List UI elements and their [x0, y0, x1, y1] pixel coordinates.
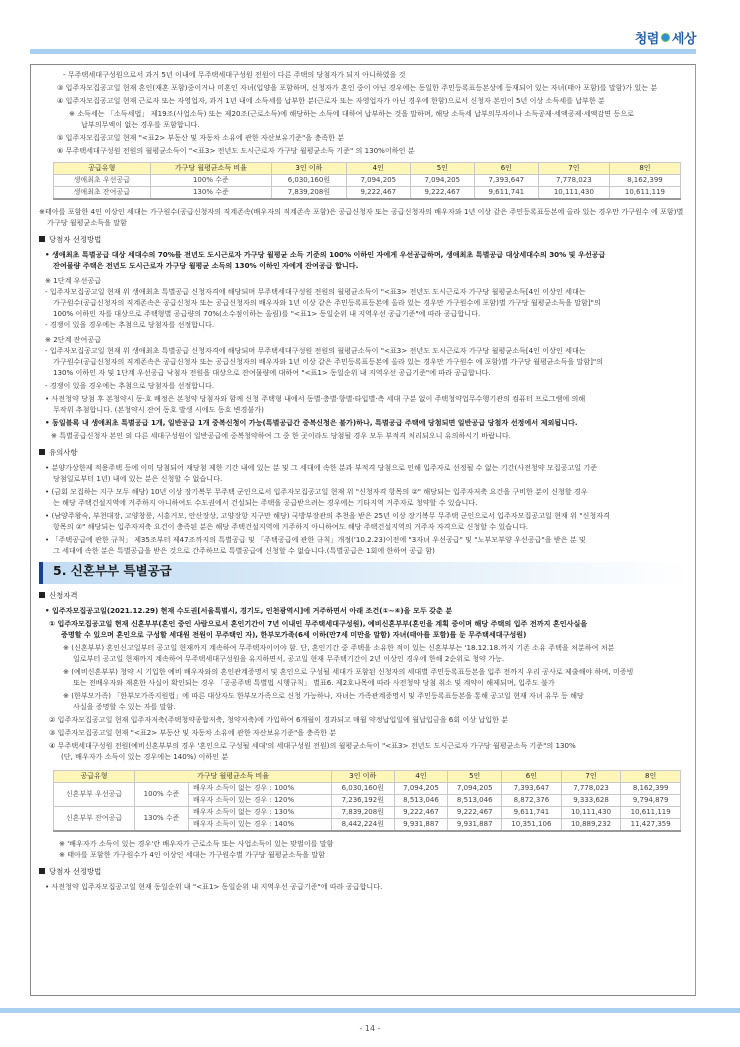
- square-bullet-icon: [39, 868, 45, 874]
- text-line: ③ 입주자모집공고일 현재 "<표2> 부동산 및 자동차 소유에 관한 자산보유기준"을 충족한 분: [49, 728, 337, 737]
- table-cell: 7,393,647: [502, 783, 562, 795]
- section-title-newlywed: [39, 562, 687, 584]
- table-cell: 11,427,359: [621, 819, 681, 832]
- text-line: 일로부터 공고일 현재까지 계속하여 무주택세대구성원을 유지하면서, 공고일 현재 무주택기간이 2년 이상인 경우에 한해 2순위로 청약 가능.: [73, 654, 505, 663]
- income-table-first-home: [53, 162, 681, 200]
- heading-eligibility: [39, 590, 687, 601]
- table-row: [54, 783, 681, 795]
- table-cell: 8,442,224원: [331, 819, 394, 832]
- text-line: • 생애최초 특별공급 대상 세대수의 70%를 전년도 도시근로자 가구당 월평균 소득 기준의 100% 이하인 자에게 우선공급하며, 생애최초 특별공급 대상세대수의 30% 및 우선공급: [45, 250, 606, 259]
- table-cell: 10,111,430: [561, 807, 621, 819]
- table-cell: 10,351,106: [502, 819, 562, 832]
- text-line: 는 해당 주택건설지역에 거주하지 아니하여도 수도권에서 건설되는 주택을 공급받으려는 경우에는 기타지역 거주자로 청약할 수 있습니다.: [53, 498, 478, 507]
- text-line: 당첨일로부터 1년) 내에 있는 분은 신청할 수 없습니다.: [53, 474, 223, 483]
- table-cell: 10,611,119: [609, 187, 680, 200]
- table-cell: 8,162,399: [609, 175, 680, 187]
- table-cell: 신혼부부 우선공급: [54, 783, 135, 807]
- section-accent-bar: [39, 562, 43, 584]
- table-header: 가구당 월평균소득 비율: [150, 163, 271, 175]
- text-line: 잔여물량 주택은 전년도 도시근로자 가구당 월평균 소득의 130% 이하인 자에게 잔여공급 합니다.: [53, 261, 359, 270]
- logo: [635, 28, 696, 47]
- table-cell: 신혼부부 잔여공급: [54, 807, 135, 832]
- text-line: ※ 소득세는 「소득세법」 제19조(사업소득) 또는 제20조(근로소득)에 해당하는 소득에 대하여 납부하는 것을 말하며, 해당 소득세 납부의무자이나 소득공제·세액공제·세액감면 등으로: [69, 109, 634, 118]
- text-line: 납부의무액이 없는 경우를 포함합니다.: [81, 120, 200, 129]
- text-line: (단, 배우자가 소득이 있는 경우에는 140%) 이하인 분: [61, 752, 229, 761]
- table-cell: 9,222,467: [410, 187, 474, 200]
- subheading: ※ 2단계 잔여공급: [45, 335, 102, 344]
- table-cell: 7,778,023: [561, 783, 621, 795]
- logo-text-right: 세상: [671, 32, 696, 47]
- heading-selection-method: [39, 234, 687, 245]
- text-line: ④ 무주택세대구성원 전원(예비신혼부부의 경우 '혼인으로 구성될 세대'의 세대구성원 전원)의 월평균소득이 "<표3> 전년도 도시근로자 가구당 월평균소득 기준"의 130%: [49, 741, 576, 750]
- table-header: 공급유형: [54, 163, 151, 175]
- note-line: ※ 태아를 포함한 가구원수가 4인 이상인 세대는 가구원수별 가구당 월평균소득을 말함: [59, 850, 325, 859]
- table-cell: 130% 수준: [135, 807, 189, 832]
- text-line: 100% 이하인 자를 대상으로 주택형별 공급량의 70%(소수점이하는 올림)를 "<표1> 동일순위 내 지역우선 공급기준"에 따라 공급합니다.: [53, 309, 481, 318]
- table-header: 공급유형: [54, 771, 135, 783]
- table-cell: 10,889,232: [561, 819, 621, 832]
- content-frame: [30, 64, 696, 996]
- logo-globe-icon: [661, 33, 670, 42]
- table-header: 5인: [448, 771, 502, 783]
- table-cell: 9,931,887: [448, 819, 502, 832]
- table-cell: 100% 수준: [150, 175, 271, 187]
- table-cell: 9,611,741: [502, 807, 562, 819]
- square-bullet-icon: [39, 592, 45, 598]
- table-cell: 8,162,399: [621, 783, 681, 795]
- table-cell: 7,839,208원: [272, 187, 347, 200]
- table-row: [54, 187, 681, 200]
- text-line: ⑤ 입주자모집공고일 현재 "<표2> 부동산 및 자동차 소유에 관한 자산보유기준"을 충족한 분: [57, 133, 345, 142]
- heading-text: 당첨자 선정방법: [49, 235, 102, 244]
- table-cell: 7,094,205: [410, 175, 474, 187]
- text-line: ③ 입주자모집공고일 현재 혼인(재혼 포함)중이거나 미혼인 자녀(입양을 포함하며, 신청자가 혼인 중이 아닌 경우에는 동일한 주민등록표등본상에 등재되어 있는 자녀(태아 포함)를 말함)가 있는 분: [57, 83, 658, 92]
- table-cell: 7,236,192원: [331, 795, 394, 807]
- table-header: 5인: [410, 163, 474, 175]
- text-line: • 「주택공급에 관한 규칙」 제35조부터 제47조까지의 특별공급 및 「주택공급에 관한 규칙」개정('10.2.23)이전에 "3자녀 우선공급" 및 "노부모부양 우선공급"을 받은 분 및: [45, 535, 586, 544]
- table-row: [54, 807, 681, 819]
- subheading: ※ 1단계 우선공급: [45, 276, 102, 285]
- text-line: ※ (한부모가족) 「한부모가족지원법」에 따른 대상자도 한부모가족으로 신청 가능하나, 자녀는 가족관계증명서 및 주민등록표등본을 통해 공고일 현재 자녀 유무 등 해당: [63, 691, 584, 700]
- table-header: 8인: [609, 163, 680, 175]
- table-row: [54, 175, 681, 187]
- heading-text: 신청자격: [49, 591, 78, 600]
- logo-text-left: 청렴: [634, 32, 659, 47]
- text-line: - 무주택세대구성원으로서 과거 5년 이내에 무주택세대구성원 전원이 다른 주택의 당첨자가 되지 아니하였을 것: [63, 70, 406, 79]
- table-cell: 배우자 소득이 없는 경우 : 130%: [188, 807, 331, 819]
- table-cell: 6,030,160원: [272, 175, 347, 187]
- text-line: ② 입주자모집공고일 현재 입주자저축(주택청약종합저축, 청약저축)에 가입하여 6개월이 경과되고 매월 약정납입일에 월납입금을 6회 이상 납입한 분: [49, 715, 509, 724]
- text-line: 항목의 ②" 해당되는 입주자저축 요건이 충족된 분은 해당 주택건설지역에 거주하지 아니하여도 해당 주택건설지역의 거주자 자격으로 신청할 수 있습니다.: [53, 522, 529, 531]
- heading-cautions: [39, 447, 687, 458]
- table-cell: 6,030,160원: [331, 783, 394, 795]
- table-cell: 10,611,119: [621, 807, 681, 819]
- text-line: • 동일블록 내 생애최초 특별공급 1개, 일반공급 1개 중복신청이 가능(특별공급간 중복신청은 불가)하나, 특별공급 주택에 당첨되면 일반공급 당첨자 선정에서 제외됩니다.: [45, 418, 578, 427]
- text-line: 가구원수(공급신청자의 직계존속은 공급신청자 또는 공급신청자의 배우자와 1년 이상 같은 주민등록표등본에 올라 있는 경우만 가구원수에 포함)별 가구당 월평균소득을 말함]"의: [53, 298, 601, 307]
- table-cell: 10,111,430: [538, 187, 609, 200]
- text-line: • (남양주왕숙, 부천대장, 고양창릉, 시흥거모, 안산장상, 고양장항 지구만 해당) 국방부장관의 추천을 받은 25년 이상 장기복무 무주택 군인으로서 입주자모집공고일 현재 위 "신청자격: [45, 511, 610, 520]
- table-cell: 8,513,046: [394, 795, 448, 807]
- table-header-row: [54, 771, 681, 783]
- table-cell: 배우자 소득이 있는 경우 : 140%: [188, 819, 331, 832]
- table-cell: 9,611,741: [474, 187, 538, 200]
- table-header: 4인: [394, 771, 448, 783]
- table-header: 3인 이하: [331, 771, 394, 783]
- note-line: ※태아를 포함한 4인 이상인 세대는 가구원수(공급신청자의 직계존속(배우자의 직계존속 포함)은 공급신청자 또는 공급신청자의 배우자와 1년 이상 같은 주민등록표등본에 올라 있는 경우만 가구원수 에 포함)별: [39, 207, 684, 216]
- text-line: 증명할 수 있으며 혼인으로 구성할 세대원 전원이 무주택인 자), 한부모가족(6세 이하(만7세 미만을 말함) 자녀(태아를 포함)를 둔 무주택세대구성원): [61, 630, 527, 639]
- table-header: 7인: [538, 163, 609, 175]
- table-cell: 9,222,467: [448, 807, 502, 819]
- text-line: ※ (신혼부부) 혼인신고일부터 공고일 현재까지 계속하여 무주택자이어야 함. 단, 혼인기간 중 주택을 소유한 적이 있는 신혼부부는 '18.12.18.까지 기존 소유 주택을 처분하여 처분: [63, 643, 615, 652]
- table-cell: 130% 수준: [150, 187, 271, 200]
- table-cell: 생애최초 우선공급: [54, 175, 151, 187]
- text-line: 또는 전배우자와 재혼한 사실이 확인되는 경우 「공공주택 특별법 시행규칙」 별표6. 제2호나목에 따라 사전청약 당첨 취소 및 계약이 해제되며, 입주도 불가: [73, 678, 555, 687]
- table-cell: 9,222,467: [346, 187, 410, 200]
- table-header: 4인: [346, 163, 410, 175]
- income-table-newlywed: [53, 770, 681, 832]
- text-line: ⑥ 무주택세대구성원 전원의 월평균소득이 "<표3> 전년도 도시근로자 가구당 월평균소득 기준" 의 130%이하인 분: [57, 146, 415, 155]
- text-line: • (금회 모집하는 지구 모두 해당) 10년 이상 장기복무 무주택 군인으로서 입주자모집공고일 현재 위 "신청자격 항목의 ②" 해당되는 입주자저축 요건을 구비한 분이 신청할 경우: [45, 487, 588, 496]
- footer-divider: [0, 1008, 740, 1013]
- text-line: • 사전청약 당첨 후 본청약시 동·호 배정은 본청약 당첨자와 함께 신청 주택형 내에서 동별·층별·향별·타입별·측 세대 구분 없이 주택청약업무수행기관의 컴퓨터 프로그램에 의해: [45, 394, 586, 403]
- text-line: 무작위 추첨합니다. (본청약시 잔여 동호 발생 시에도 동호 변경불가): [53, 405, 264, 414]
- heading-text: 당첨자 선정방법: [49, 867, 102, 876]
- table-header-row: [54, 163, 681, 175]
- table-cell: 7,839,208원: [331, 807, 394, 819]
- table-cell: 7,778,023: [538, 175, 609, 187]
- text-line: 130% 이하인 자 및 1단계 우선공급 낙첨자 전원을 대상으로 잔여물량에 대하여 "<표1> 동일순위 내 지역우선 공급기준"에 따라 공급합니다.: [53, 368, 491, 377]
- table-cell: 배우자 소득이 없는 경우 : 100%: [188, 783, 331, 795]
- table-cell: 9,222,467: [394, 807, 448, 819]
- text-line: - 입주자모집공고일 현재 위 생애최초 특별공급 신청자격에 해당되며 무주택세대구성원 전원의 월평균소득이 "<표3> 전년도 도시근로자 가구당 월평균소득[4인 이상인 세대는: [45, 346, 586, 355]
- table-header: 6인: [502, 771, 562, 783]
- text-line: ④ 입주자모집공고일 현재 근로자 또는 자영업자, 과거 1년 내에 소득세를 납부한 분(근로자 또는 자영업자가 아닌 경우에 한함)으로서 신청자 본인이 5년 이상 소득세를 납부한 분: [57, 96, 605, 105]
- header-divider: [30, 49, 696, 54]
- note-line: 가구당 월평균소득을 말함: [47, 218, 127, 227]
- table-header: 6인: [474, 163, 538, 175]
- table-header: 가구당 월평균소득 비율: [135, 771, 332, 783]
- table-cell: 7,094,205: [394, 783, 448, 795]
- table-cell: 배우자 소득이 있는 경우 : 120%: [188, 795, 331, 807]
- text-line: 사실을 증명할 수 있는 자를 말함.: [73, 702, 176, 711]
- heading-selection-method-newlywed: [39, 866, 687, 877]
- text-line: ※ 특별공급신청자 본인 외 다른 세대구성원이 일반공급에 중복청약하여 그 중 한 곳이라도 당첨될 경우 모두 부적격 처리되오니 유의하시기 바랍니다.: [51, 431, 511, 440]
- table-cell: 9,333,628: [561, 795, 621, 807]
- note-line: ※ '배우자가 소득이 있는 경우'란 배우자가 근로소득 또는 사업소득이 있는 맞벌이를 말함: [59, 839, 334, 848]
- text-line: 가구원수(공급신청자의 직계존속은 공급신청자 또는 공급신청자의 배우자와 1년 이상 같은 주민등록표등본에 올라 있는 경우만 가구원수 에 포함)별 가구당 월평균소득을 말함]"의: [53, 357, 604, 366]
- section-title-text: 5. 신혼부부 특별공급: [53, 563, 172, 578]
- text-line: ※ (예비신혼부부) 청약 시 기입한 예비 배우자와의 혼인관계증명서 및 혼인으로 구성될 세대가 포함된 신청자의 세대별 주민등록표등본을 입주 전까지 우리 공사로 제출해야 하며, 미증빙: [63, 667, 634, 676]
- text-line: - 경쟁이 있을 경우에는 추첨으로 당첨자를 선정합니다.: [45, 320, 215, 329]
- text-line: - 경쟁이 있을 경우에는 추첨으로 당첨자를 선정합니다.: [45, 381, 215, 390]
- table-header: 3인 이하: [272, 163, 347, 175]
- text-line: - 입주자모집공고일 현재 위 생애최초 특별공급 신청자격에 해당되며 무주택세대구성원 전원의 월평균소득이 "<표3> 전년도 도시근로자 가구당 월평균소득[4인 이상인 세대는: [45, 287, 586, 296]
- text-line: • 사전청약 입주자모집공고일 현재 동일순위 내 "<표1> 동일순위 내 지역우선 공급기준"에 따라 공급합니다.: [45, 882, 383, 891]
- table-cell: 생애최초 잔여공급: [54, 187, 151, 200]
- page-number: - 14 -: [359, 1024, 381, 1033]
- square-bullet-icon: [39, 449, 45, 455]
- table-cell: 8,872,376: [502, 795, 562, 807]
- text-line: 그 세대에 속한 분은 특별공급을 받은 것으로 간주하므로 특별공급에 신청할 수 없습니다.(특별공급은 1회에 한하여 공급 함): [53, 546, 435, 555]
- table-cell: 7,393,647: [474, 175, 538, 187]
- text-line: • 분양가상한제 적용주택 등에 이미 당첨되어 재당첨 제한 기간 내에 있는 분 및 그 세대에 속한 분과 부적격 당첨으로 인해 입주자로 선정될 수 없는 기간(사전청약 모집공고일 기준: [45, 463, 598, 472]
- table-header: 7인: [561, 771, 621, 783]
- table-cell: 7,094,205: [346, 175, 410, 187]
- table-header: 8인: [621, 771, 681, 783]
- table-cell: 9,794,879: [621, 795, 681, 807]
- heading-text: 유의사항: [49, 448, 78, 457]
- text-line: • 입주자모집공고일(2021.12.29) 현재 수도권[서울특별시, 경기도, 인천광역시]에 거주하면서 아래 조건(①~④)을 모두 갖춘 분: [45, 606, 453, 615]
- table-cell: 8,513,046: [448, 795, 502, 807]
- table-cell: 100% 수준: [135, 783, 189, 807]
- table-cell: 7,094,205: [448, 783, 502, 795]
- text-line: ① 입주자모집공고일 현재 신혼부부(혼인 중인 사람으로서 혼인기간이 7년 이내인 무주택세대구성원), 예비신혼부부(혼인을 계획 중이며 해당 주택의 입주 전까지 혼인사실을: [49, 619, 588, 628]
- square-bullet-icon: [39, 236, 45, 242]
- table-cell: 9,931,887: [394, 819, 448, 832]
